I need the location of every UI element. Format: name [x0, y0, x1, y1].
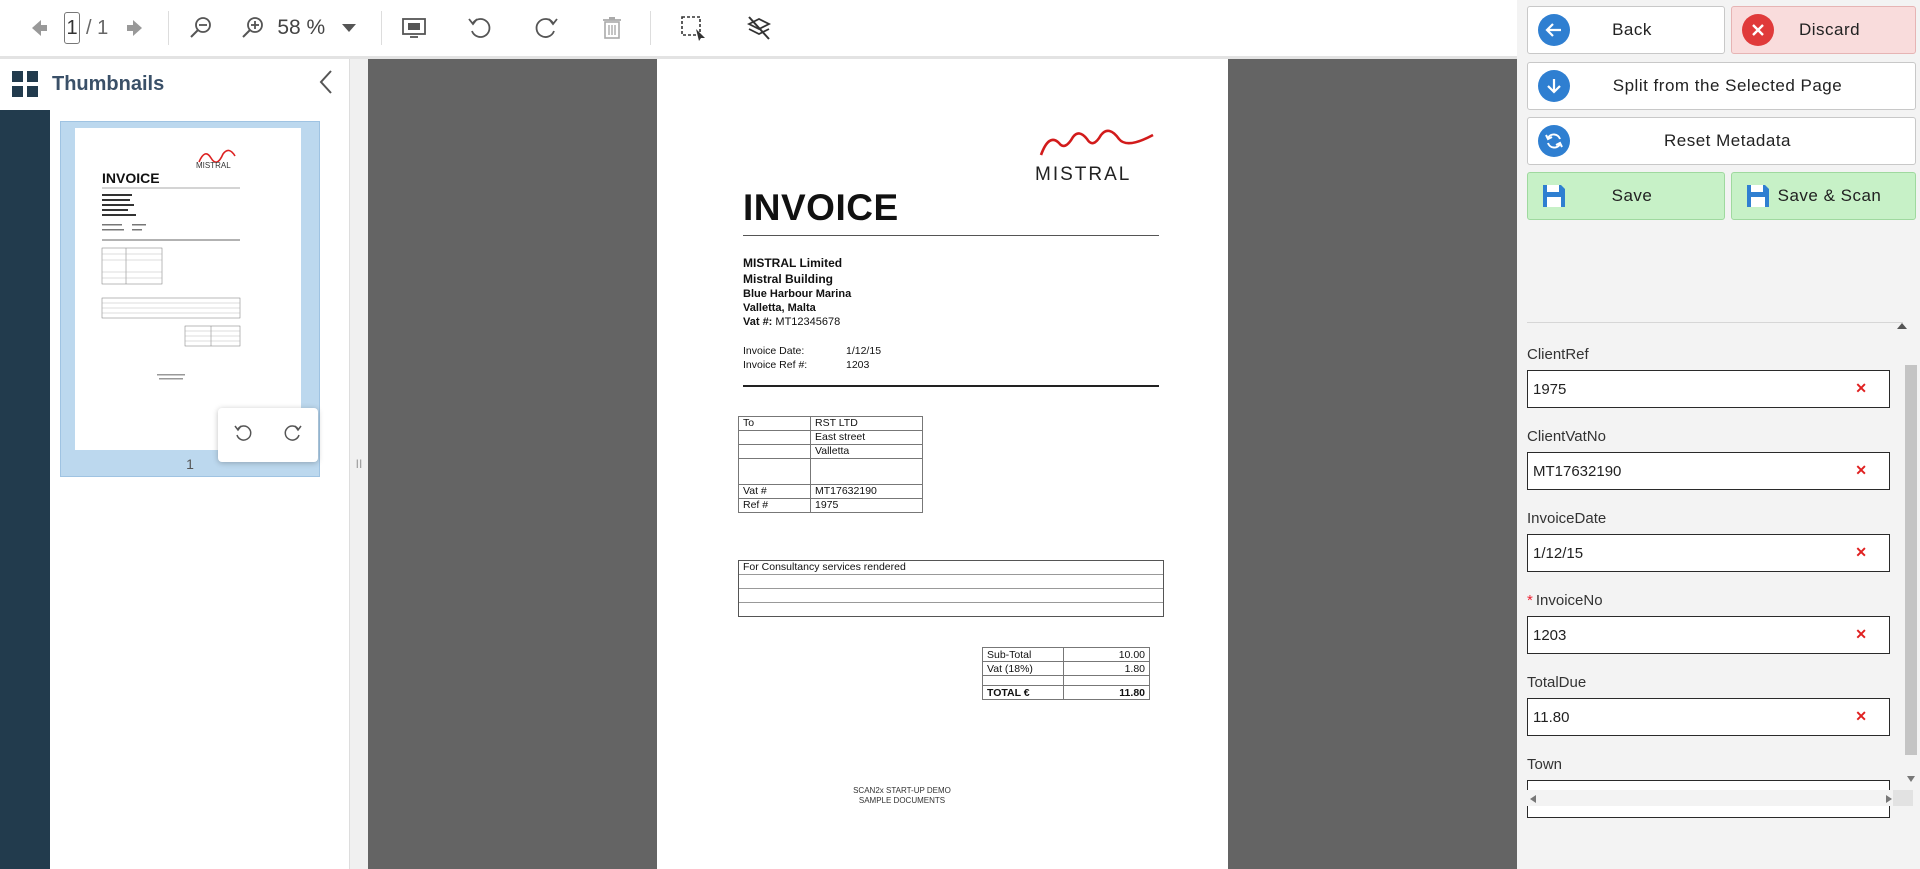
mistral-logo [1035, 127, 1159, 186]
zoom-level[interactable]: 58 % [277, 16, 326, 39]
toolbar-divider [381, 11, 382, 45]
thumbnail-page-number: 1 [186, 456, 194, 472]
clear-selection-button[interactable] [741, 10, 777, 46]
field-label [1527, 510, 1920, 527]
field-label-text: TotalDue [1527, 674, 1587, 691]
page-number-input[interactable]: 1 [64, 12, 80, 44]
customer-label-cell [739, 445, 811, 459]
totals-row [983, 662, 1150, 676]
zoom-dropdown-button[interactable] [331, 10, 367, 46]
field-label [1527, 346, 1920, 363]
field-input[interactable] [1527, 698, 1890, 736]
customer-value-cell: RST LTD [811, 417, 923, 431]
discard-button[interactable]: Discard [1731, 6, 1916, 54]
customer-table-row [739, 485, 923, 499]
clear-field-icon[interactable]: ✕ [1855, 544, 1867, 560]
document-viewer [368, 59, 1517, 869]
customer-table [738, 416, 923, 513]
zoom-out-button[interactable] [183, 10, 219, 46]
zoom-in-button[interactable] [235, 10, 271, 46]
totals-row [983, 648, 1150, 662]
vertical-scrollbar[interactable] [1903, 335, 1919, 775]
totals-label-cell: Sub-Total [983, 648, 1064, 662]
collapse-panel-icon[interactable] [318, 69, 334, 100]
customer-table-row [739, 431, 923, 445]
description-table [738, 560, 1164, 617]
field-list [1527, 323, 1920, 818]
totals-row [983, 676, 1150, 686]
clear-field-icon[interactable]: ✕ [1855, 626, 1867, 642]
panel-resize-handle[interactable]: II [350, 59, 368, 869]
field-input[interactable] [1527, 616, 1890, 654]
totals-row [983, 686, 1150, 700]
close-icon [1742, 14, 1774, 46]
metadata-field [1527, 510, 1920, 572]
thumb-rotate-right-icon[interactable] [283, 423, 303, 448]
floppy-disk-icon [1742, 180, 1774, 212]
thumbnail-preview [75, 128, 301, 450]
field-value: MT17632190 [1533, 462, 1622, 480]
customer-value-cell: East street [811, 431, 923, 445]
description-row: For Consultancy services rendered [739, 561, 1163, 575]
toolbar-divider [168, 11, 169, 45]
thumbnails-header [0, 59, 350, 109]
save-button[interactable]: Save [1527, 172, 1725, 220]
required-marker: * [1527, 592, 1533, 609]
clear-field-icon[interactable]: ✕ [1855, 708, 1867, 724]
totals-table [982, 647, 1150, 700]
totals-value-cell: 11.80 [1064, 686, 1150, 700]
field-value: 1203 [1533, 626, 1567, 644]
split-page-button[interactable]: Split from the Selected Page [1527, 62, 1916, 110]
arrow-left-icon [1538, 14, 1570, 46]
field-label-text: Town [1527, 756, 1563, 773]
horizontal-scrollbar[interactable] [1527, 790, 1897, 806]
rotate-right-button[interactable] [528, 10, 564, 46]
customer-table-row [739, 459, 923, 485]
viewer-toolbar [0, 0, 1517, 59]
customer-value-cell: MT17632190 [811, 485, 923, 499]
scrollbar-corner [1893, 790, 1913, 806]
field-label [1527, 674, 1920, 691]
totals-label-cell: Vat (18%) [983, 662, 1064, 676]
next-page-button[interactable] [118, 10, 154, 46]
rotate-left-button[interactable] [462, 10, 498, 46]
svg-text:INVOICE: INVOICE [102, 170, 160, 186]
customer-label-cell: To [739, 417, 811, 431]
invoice-meta: Invoice Date: 1/12/15 Invoice Ref #: 1203 [743, 345, 882, 371]
toolbar-divider [650, 11, 651, 45]
company-address: MISTRAL Limited Mistral Building Blue Harbour Marina Valletta, Malta Vat #: MT12345678 [743, 256, 852, 328]
customer-table-row [739, 499, 923, 513]
clear-field-icon[interactable]: ✕ [1855, 462, 1867, 478]
heading-rule [743, 235, 1159, 236]
metadata-field [1527, 592, 1920, 654]
customer-label-cell: Vat # [739, 485, 811, 499]
scrollbar-thumb[interactable] [1905, 365, 1917, 755]
customer-value-cell: Valletta [811, 445, 923, 459]
field-label-text: ClientRef [1527, 346, 1589, 363]
customer-value-cell [811, 459, 923, 485]
customer-table-row [739, 445, 923, 459]
refresh-icon [1538, 125, 1570, 157]
field-label [1527, 756, 1920, 773]
meta-rule [743, 385, 1159, 387]
field-value: 1/12/15 [1533, 544, 1584, 562]
arrow-down-icon [1538, 70, 1570, 102]
page-thumbnail[interactable] [60, 121, 320, 477]
thumbnails-panel [0, 59, 350, 869]
delete-page-icon[interactable] [594, 10, 630, 46]
field-label-text: InvoiceDate [1527, 510, 1607, 527]
field-value: 1975 [1533, 380, 1567, 398]
logo-text: MISTRAL [1035, 164, 1132, 185]
metadata-field [1527, 674, 1920, 736]
field-label-text: ClientVatNo [1527, 428, 1606, 445]
save-and-scan-button[interactable]: Save & Scan [1731, 172, 1916, 220]
totals-value-cell: 1.80 [1064, 662, 1150, 676]
page-footer: SCAN2x START-UP DEMO SAMPLE DOCUMENTS [853, 786, 951, 805]
field-value: 11.80 [1533, 708, 1570, 726]
thumb-rotate-left-icon[interactable] [233, 423, 253, 448]
totals-label-cell [983, 676, 1064, 686]
totals-label-cell: TOTAL € [983, 686, 1064, 700]
metadata-field [1527, 428, 1920, 490]
metadata-field [1527, 346, 1920, 408]
totals-value-cell [1064, 676, 1150, 686]
totals-value-cell: 10.00 [1064, 648, 1150, 662]
back-button[interactable]: Back [1527, 6, 1725, 54]
clear-field-icon[interactable]: ✕ [1855, 380, 1867, 396]
metadata-field [1527, 756, 1920, 818]
thumbnails-title: Thumbnails [52, 72, 165, 95]
page-total: / 1 [86, 16, 109, 39]
customer-table-row [739, 417, 923, 431]
customer-label-cell [739, 459, 811, 485]
field-input[interactable] [1527, 452, 1890, 490]
field-input[interactable] [1527, 370, 1890, 408]
grid-icon[interactable] [12, 71, 38, 97]
metadata-panel [1517, 0, 1920, 869]
floppy-disk-icon [1538, 180, 1570, 212]
prev-page-button[interactable] [20, 10, 56, 46]
field-label [1527, 592, 1920, 609]
fit-page-button[interactable] [396, 10, 432, 46]
customer-value-cell: 1975 [811, 499, 923, 513]
customer-label-cell [739, 431, 811, 445]
invoice-heading: INVOICE [743, 187, 899, 228]
svg-text:MISTRAL: MISTRAL [196, 161, 231, 170]
field-input[interactable] [1527, 534, 1890, 572]
reset-metadata-button[interactable]: Reset Metadata [1527, 117, 1916, 165]
metadata-fields [1527, 323, 1920, 813]
select-area-button[interactable] [675, 10, 711, 46]
customer-label-cell: Ref # [739, 499, 811, 513]
field-label-text: InvoiceNo [1535, 592, 1603, 609]
field-label [1527, 428, 1920, 445]
sidebar-strip [0, 110, 50, 869]
invoice-page [657, 59, 1228, 869]
thumbnail-rotate-popover [218, 408, 318, 462]
